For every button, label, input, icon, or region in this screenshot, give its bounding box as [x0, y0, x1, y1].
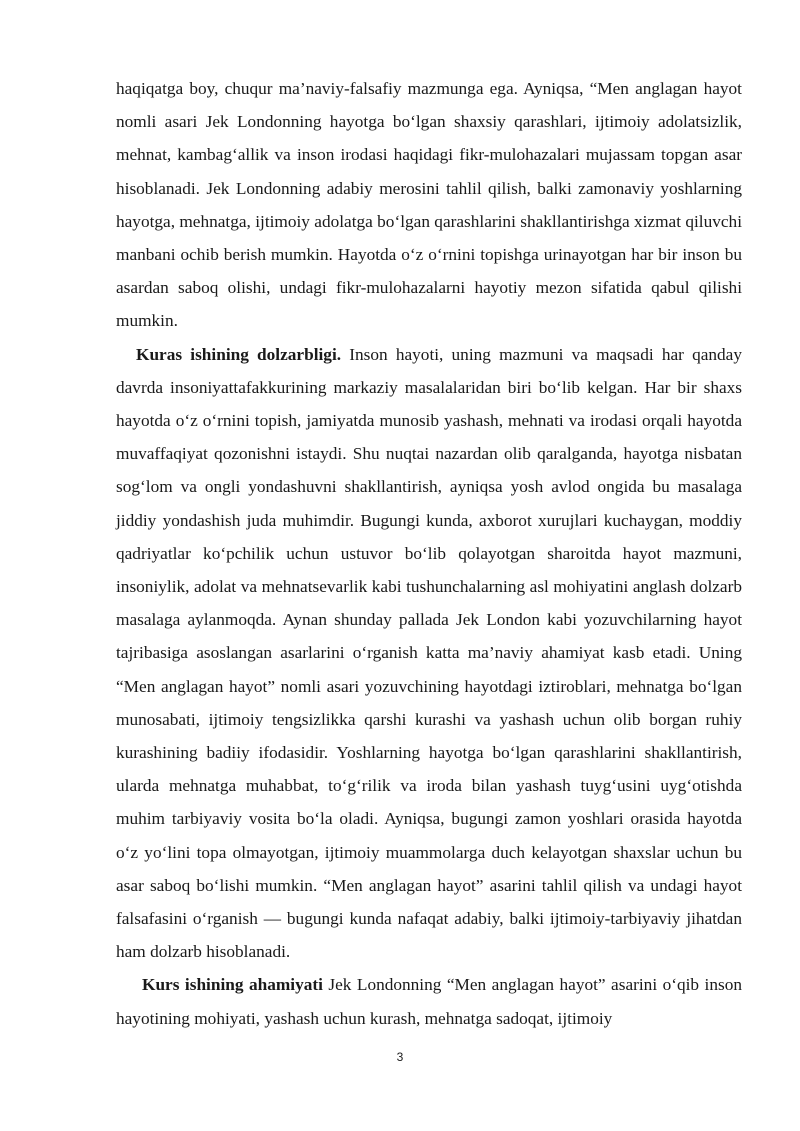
page-number: 3	[396, 1050, 404, 1064]
paragraph-importance-text: Jek Londonning “Men anglagan hayot” asarini o‘qib inson hayotining mohiyati, yashash uchun kurash, mehnatga sadoqat, ijtimoiy	[116, 975, 742, 1028]
paragraph-relevance-text: Inson hayoti, uning mazmuni va maqsadi har qanday davrda insoniyattafakkurining markaziy masalalaridan biri bo‘lib kelgan. Har bir shaxs hayotda o‘z o‘rnini topish, jamiyatda munosib yashash, mehnati va irodasi orqali hayotda muvaffaqiyat qozonishni istaydi. Shu nuqtai nazardan olib qaralganda, hayotga nisbatan sog‘lom va ongli yondashuvni shakllantirish, ayniqsa yosh avlod ongida bu masalaga jiddiy yondashish juda muhimdir. Bugungi kunda, axborot xurujlari kuchaygan, moddiy qadriyatlar ko‘pchilik uchun ustuvor bo‘lib qolayotgan sharoitda hayot mazmuni, insoniylik, adolat va mehnatsevarlik kabi tushunchalarning asl mohiyatini anglash dolzarb masalaga aylanmoqda. Aynan shunday pallada Jek London kabi yozuvchilarning hayot tajribasiga asoslangan asarlarini o‘rganish katta ma’naviy ahamiyat kasb etadi. Uning “Men anglagan hayot” nomli asari yozuvchining hayotdagi iztiroblari, mehnatga bo‘lgan munosabati, ijtimoiy tengsizlikka qarshi kurashi va yashash uchun olib borgan ruhiy kurashining badiiy ifodasidir. Yoshlarning hayotga bo‘lgan qarashlarini shakllantirish, ularda mehnatga muhabbat, to‘g‘rilik va iroda bilan yashash tuyg‘usini uyg‘otishda muhim tarbiyaviy vosita bo‘la oladi. Ayniqsa, bugungi zamon yoshlari orasida hayotda o‘z yo‘lini topa olmayotgan, ijtimoiy muammolarga duch kelayotgan shaxslar uchun bu asar saboq bo‘lishi mumkin. “Men anglagan hayot” asarini tahlil qilish va undagi hayot falsafasini o‘rganish — bugungi kunda nafaqat adabiy, balki ijtimoiy-tarbiyaviy jihatdan ham dolzarb hisoblanadi.	[116, 344, 742, 962]
document-page	[116, 72, 742, 1035]
paragraph-intro-text: haqiqatga boy, chuqur ma’naviy-falsafiy mazmunga ega. Ayniqsa, “Men anglagan hayot nomli asari Jek Londonning hayotga bo‘lgan shaxsiy qarashlari, ijtimoiy adolatsizlik, mehnat, kambag‘allik va inson irodasi haqidagi fikr-mulohazalari mujassam topgan asar hisoblanadi. Jek Londonning adabiy merosini tahlil qilish, balki zamonaviy yoshlarning hayotga, mehnatga, ijtimoiy adolatga bo‘lgan qarashlarini shakllantirishga xizmat qiluvchi manbani ochib berish mumkin. Hayotda o‘z o‘rnini topishga urinayotgan har bir inson bu asardan saboq olishi, undagi fikr-mulohazalarni hayotiy mezon sifatida qabul qilishi mumkin.	[116, 79, 742, 331]
paragraph-importance	[116, 968, 742, 1034]
relevance-heading: Kuras ishining dolzarbligi.	[136, 344, 342, 364]
paragraph-intro	[116, 72, 742, 338]
importance-heading: Kurs ishining ahamiyati	[142, 975, 323, 995]
paragraph-relevance	[116, 338, 742, 969]
